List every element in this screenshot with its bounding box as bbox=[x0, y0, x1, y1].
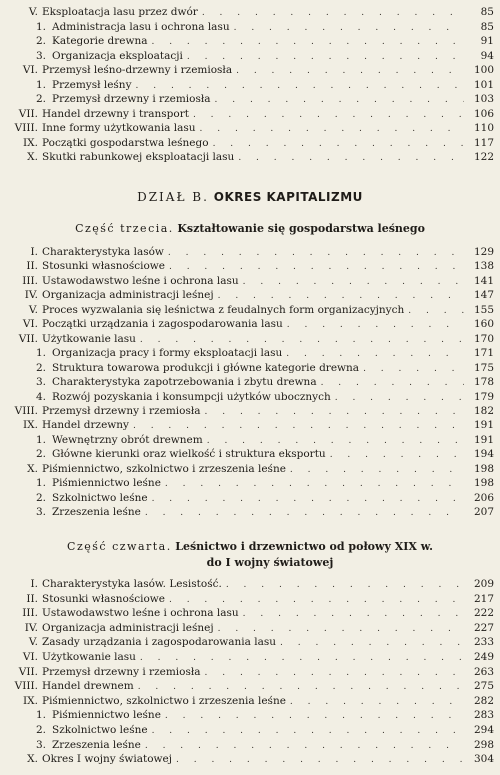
entry-page-number: 110 bbox=[473, 122, 494, 134]
dot-leader bbox=[151, 36, 464, 48]
entry-number: VI. bbox=[22, 318, 38, 331]
toc-subentry bbox=[0, 362, 494, 374]
entry-page-number: 160 bbox=[473, 318, 494, 331]
entry-number: 3. bbox=[35, 376, 46, 389]
entry-number: 1. bbox=[35, 433, 46, 446]
entry-page-number: 171 bbox=[473, 347, 494, 360]
entry-title: Przemysł leśno-drzewny i rzemiosła bbox=[42, 64, 233, 76]
toc-entry bbox=[0, 289, 494, 301]
entry-title: Użytkowanie lasu bbox=[42, 651, 136, 663]
dot-leader bbox=[193, 109, 464, 121]
entry-title: Główne kierunki oraz wielkość i struktura eksportu bbox=[52, 448, 326, 461]
part-three-title: Kształtowanie się gospodarstwa leśnego bbox=[177, 222, 425, 235]
entry-page-number: 138 bbox=[473, 260, 494, 273]
entry-page-number: 233 bbox=[473, 636, 494, 649]
dot-leader bbox=[169, 594, 464, 606]
entry-title: Organizacja administracji leśnej bbox=[42, 289, 214, 302]
dzial-prefix: DZIAŁ B. bbox=[137, 190, 209, 204]
entry-title: Zrzeszenia leśne bbox=[52, 738, 141, 751]
dot-leader bbox=[200, 123, 464, 135]
toc-entry bbox=[0, 151, 494, 163]
entry-page-number: 298 bbox=[473, 738, 494, 751]
section-heading-dzial-b bbox=[0, 190, 500, 204]
entry-page-number: 282 bbox=[473, 694, 494, 707]
dot-leader bbox=[218, 623, 464, 635]
toc-entry bbox=[0, 260, 494, 272]
part-three-label: Część trzecia. bbox=[75, 222, 174, 235]
entry-page-number: 178 bbox=[473, 376, 494, 389]
dot-leader bbox=[187, 51, 464, 63]
toc-entry bbox=[0, 137, 494, 149]
dot-leader bbox=[138, 681, 464, 693]
dot-leader bbox=[205, 667, 464, 679]
entry-title: Handel drzewny i transport bbox=[42, 107, 189, 120]
entry-page-number: 129 bbox=[473, 246, 494, 258]
dot-leader bbox=[215, 94, 464, 106]
entry-page-number: 206 bbox=[473, 491, 494, 504]
entry-number: VIII. bbox=[14, 404, 38, 417]
toc-subentry bbox=[0, 434, 494, 446]
entry-number: 1. bbox=[35, 78, 46, 91]
dot-leader bbox=[236, 65, 464, 77]
part-three-heading bbox=[0, 222, 500, 235]
entry-title: Zasady urządzania i zagospodarowania lasu bbox=[42, 636, 277, 649]
entry-title: Przemysł drzewny i rzemiosła bbox=[42, 665, 201, 678]
entry-title: Szkolnictwo leśne bbox=[52, 491, 148, 504]
dot-leader bbox=[140, 334, 464, 346]
dot-leader bbox=[321, 377, 464, 389]
entry-title: Początki gospodarstwa leśnego bbox=[42, 136, 209, 149]
entry-page-number: 141 bbox=[473, 274, 494, 287]
dot-leader bbox=[287, 319, 464, 331]
entry-title: Szkolnictwo leśne bbox=[52, 724, 148, 736]
entry-title: Przemysł drzewny i rzemiosła bbox=[42, 404, 201, 417]
toc-entry bbox=[0, 651, 494, 663]
entry-title: Użytkowanie lasu bbox=[42, 332, 136, 345]
dot-leader bbox=[140, 652, 464, 664]
toc-subentry bbox=[0, 376, 494, 388]
entry-title: Inne formy użytkowania lasu bbox=[42, 122, 196, 134]
dot-leader bbox=[218, 290, 464, 302]
dot-leader bbox=[136, 80, 464, 92]
entry-title: Stosunki własnościowe bbox=[42, 592, 165, 605]
dot-leader bbox=[152, 493, 464, 505]
entry-title: Ustawodawstwo leśne i ochrona lasu bbox=[42, 274, 239, 287]
toc-subentry bbox=[0, 492, 494, 504]
entry-number: 3. bbox=[35, 506, 46, 519]
entry-number: VIII. bbox=[14, 680, 38, 693]
dot-leader bbox=[243, 276, 464, 288]
toc-subentry bbox=[0, 35, 494, 47]
entry-page-number: 191 bbox=[473, 419, 494, 432]
toc-entry bbox=[0, 593, 494, 605]
entry-title: Rozwój pozyskania i konsumpcji użytków ubocznych bbox=[52, 390, 331, 403]
entry-title: Stosunki własnościowe bbox=[42, 260, 165, 273]
toc-entry bbox=[0, 680, 494, 692]
entry-title: Okres I wojny światowej bbox=[42, 753, 173, 766]
entry-number: VII. bbox=[18, 665, 38, 678]
entry-page-number: 100 bbox=[473, 64, 494, 76]
toc-entry bbox=[0, 753, 494, 765]
part-four-title-line2: do I wojny światowej bbox=[206, 556, 334, 569]
entry-title: Przemysł drzewny i rzemiosła bbox=[52, 93, 211, 105]
entry-page-number: 94 bbox=[480, 49, 494, 62]
entry-number: X. bbox=[27, 753, 38, 766]
part-four-heading bbox=[0, 540, 500, 553]
entry-number: 1. bbox=[35, 347, 46, 360]
entry-page-number: 222 bbox=[473, 607, 494, 620]
entry-title: Charakterystyka lasów bbox=[42, 246, 164, 258]
entry-title: Skutki rabunkowej eksploatacji lasu bbox=[42, 151, 235, 163]
dot-leader bbox=[168, 247, 464, 259]
dot-leader bbox=[176, 754, 464, 766]
entry-title: Przemysł leśny bbox=[52, 78, 132, 91]
entry-page-number: 155 bbox=[473, 303, 494, 316]
entry-number: IX. bbox=[23, 136, 38, 149]
dot-leader bbox=[335, 392, 464, 404]
entry-title: Handel drzewny bbox=[42, 419, 129, 432]
entry-number: I. bbox=[30, 246, 38, 258]
dot-leader bbox=[280, 637, 464, 649]
toc-subentry bbox=[0, 347, 494, 359]
entry-number: X. bbox=[27, 462, 38, 475]
entry-number: II. bbox=[26, 260, 38, 273]
entry-number: III. bbox=[22, 607, 38, 620]
entry-title: Piśmiennictwo leśne bbox=[52, 709, 161, 722]
entry-title: Początki urządzania i zagospodarowania lasu bbox=[42, 318, 283, 331]
entry-page-number: 198 bbox=[473, 477, 494, 490]
dot-leader bbox=[290, 464, 464, 476]
toc-entry bbox=[0, 304, 494, 316]
entry-title: Wewnętrzny obrót drewnem bbox=[52, 433, 203, 446]
entry-title: Administracja lasu i ochrona lasu bbox=[52, 20, 230, 33]
entry-title: Organizacja eksploatacji bbox=[52, 49, 183, 62]
toc-entry bbox=[0, 122, 494, 134]
entry-page-number: 207 bbox=[473, 506, 494, 519]
entry-number: 2. bbox=[35, 35, 46, 47]
entry-number: 3. bbox=[35, 49, 46, 62]
dot-leader bbox=[330, 449, 464, 461]
entry-number: IX. bbox=[23, 694, 38, 707]
dot-leader bbox=[145, 507, 464, 519]
toc-subentry bbox=[0, 93, 494, 105]
entry-number: IV. bbox=[24, 621, 38, 634]
entry-number: V. bbox=[28, 6, 38, 18]
entry-title: Handel drewnem bbox=[42, 680, 134, 693]
toc-entry bbox=[0, 695, 494, 707]
toc-subentry bbox=[0, 391, 494, 403]
entry-page-number: 217 bbox=[473, 592, 494, 605]
entry-page-number: 191 bbox=[473, 433, 494, 446]
toc-entry bbox=[0, 318, 494, 330]
entry-page-number: 227 bbox=[473, 621, 494, 634]
entry-page-number: 275 bbox=[473, 680, 494, 693]
entry-title: Struktura towarowa produkcji i główne kategorie drewna bbox=[52, 361, 360, 374]
entry-page-number: 147 bbox=[473, 289, 494, 302]
toc-entry bbox=[0, 578, 494, 590]
entry-number: 2. bbox=[35, 361, 46, 374]
dot-leader bbox=[408, 305, 464, 317]
entry-number: V. bbox=[28, 636, 38, 649]
entry-page-number: 122 bbox=[473, 151, 494, 163]
entry-title: Kategorie drewna bbox=[52, 35, 148, 47]
dot-leader bbox=[152, 725, 464, 737]
toc-entry bbox=[0, 666, 494, 678]
dot-leader bbox=[145, 740, 464, 752]
dot-leader bbox=[207, 435, 464, 447]
entry-page-number: 85 bbox=[480, 20, 494, 33]
entry-title: Piśmiennictwo, szkolnictwo i zrzeszenia leśne bbox=[42, 462, 286, 475]
entry-page-number: 182 bbox=[473, 404, 494, 417]
toc-subentry bbox=[0, 506, 494, 518]
toc-entry bbox=[0, 246, 494, 258]
entry-number: IV. bbox=[24, 289, 38, 302]
toc-subentry bbox=[0, 739, 494, 751]
toc-entry bbox=[0, 636, 494, 648]
entry-title: Zrzeszenia leśne bbox=[52, 506, 141, 519]
entry-title: Organizacja pracy i formy eksploatacji lasu bbox=[52, 347, 283, 360]
dzial-title: OKRES KAPITALIZMU bbox=[213, 190, 363, 204]
entry-number: VI. bbox=[22, 651, 38, 663]
entry-number: 2. bbox=[35, 724, 46, 736]
entry-page-number: 179 bbox=[473, 390, 494, 403]
dot-leader bbox=[363, 363, 464, 375]
entry-title: Charakterystyka lasów. Lesistość. bbox=[42, 578, 222, 590]
entry-title: Ustawodawstwo leśne i ochrona lasu bbox=[42, 607, 239, 620]
entry-number: 2. bbox=[35, 93, 46, 105]
entry-number: 1. bbox=[35, 477, 46, 490]
toc-entry bbox=[0, 405, 494, 417]
entry-number: III. bbox=[22, 274, 38, 287]
toc-entry bbox=[0, 64, 494, 76]
dot-leader bbox=[243, 608, 464, 620]
dot-leader bbox=[205, 406, 464, 418]
entry-number: V. bbox=[28, 303, 38, 316]
entry-page-number: 283 bbox=[473, 709, 494, 722]
entry-page-number: 304 bbox=[473, 753, 494, 766]
dot-leader bbox=[238, 152, 464, 164]
toc-entry bbox=[0, 622, 494, 634]
entry-title: Proces wyzwalania się leśnictwa z feudalnych form organizacyjnych bbox=[42, 303, 405, 316]
toc-subentry bbox=[0, 79, 494, 91]
toc-subentry bbox=[0, 477, 494, 489]
dot-leader bbox=[234, 22, 464, 34]
dot-leader bbox=[169, 261, 464, 273]
entry-number: VII. bbox=[18, 107, 38, 120]
entry-title: Organizacja administracji leśnej bbox=[42, 621, 214, 634]
dot-leader bbox=[133, 420, 464, 432]
part-four-heading-line2 bbox=[0, 556, 500, 569]
entry-number: IX. bbox=[23, 419, 38, 432]
toc-entry bbox=[0, 275, 494, 287]
dot-leader bbox=[290, 696, 464, 708]
toc-entry bbox=[0, 463, 494, 475]
entry-page-number: 117 bbox=[473, 136, 494, 149]
entry-page-number: 103 bbox=[473, 93, 494, 105]
toc-entry bbox=[0, 419, 494, 431]
entry-page-number: 85 bbox=[480, 6, 494, 18]
toc-entry bbox=[0, 108, 494, 120]
part-four-label: Część czwarta. bbox=[67, 540, 172, 553]
entry-number: 4. bbox=[35, 390, 46, 403]
entry-page-number: 198 bbox=[473, 462, 494, 475]
entry-title: Charakterystyka zapotrzebowania i zbytu drewna bbox=[52, 376, 317, 389]
entry-page-number: 294 bbox=[473, 724, 494, 736]
entry-page-number: 91 bbox=[480, 35, 494, 47]
entry-page-number: 175 bbox=[473, 361, 494, 374]
entry-number: VII. bbox=[18, 332, 38, 345]
entry-number: 2. bbox=[35, 448, 46, 461]
entry-page-number: 209 bbox=[473, 578, 494, 590]
dot-leader bbox=[165, 710, 464, 722]
entry-page-number: 194 bbox=[473, 448, 494, 461]
entry-number: II. bbox=[26, 592, 38, 605]
dot-leader bbox=[286, 348, 464, 360]
entry-number: 1. bbox=[35, 20, 46, 33]
dot-leader bbox=[202, 7, 464, 19]
entry-title: Piśmiennictwo, szkolnictwo i zrzeszenia leśne bbox=[42, 694, 286, 707]
entry-page-number: 101 bbox=[473, 78, 494, 91]
entry-number: X. bbox=[27, 151, 38, 163]
entry-number: I. bbox=[30, 578, 38, 590]
part-four-title-line1: Leśnictwo i drzewnictwo od połowy XIX w. bbox=[175, 540, 433, 553]
entry-page-number: 170 bbox=[473, 332, 494, 345]
toc-entry bbox=[0, 6, 494, 18]
toc-subentry bbox=[0, 21, 494, 33]
entry-page-number: 106 bbox=[473, 107, 494, 120]
entry-number: 2. bbox=[35, 491, 46, 504]
toc-subentry bbox=[0, 50, 494, 62]
toc-subentry bbox=[0, 709, 494, 721]
entry-page-number: 263 bbox=[473, 665, 494, 678]
toc-entry bbox=[0, 607, 494, 619]
entry-page-number: 249 bbox=[473, 651, 494, 663]
toc-subentry bbox=[0, 724, 494, 736]
entry-number: VI. bbox=[22, 64, 38, 76]
entry-title: Eksploatacja lasu przez dwór bbox=[42, 6, 198, 18]
dot-leader bbox=[165, 478, 464, 490]
entry-number: 3. bbox=[35, 738, 46, 751]
entry-title: Piśmiennictwo leśne bbox=[52, 477, 161, 490]
entry-number: 1. bbox=[35, 709, 46, 722]
toc-entry bbox=[0, 333, 494, 345]
toc-subentry bbox=[0, 448, 494, 460]
entry-number: VIII. bbox=[14, 122, 38, 134]
dot-leader bbox=[226, 579, 464, 591]
dot-leader bbox=[213, 138, 464, 150]
